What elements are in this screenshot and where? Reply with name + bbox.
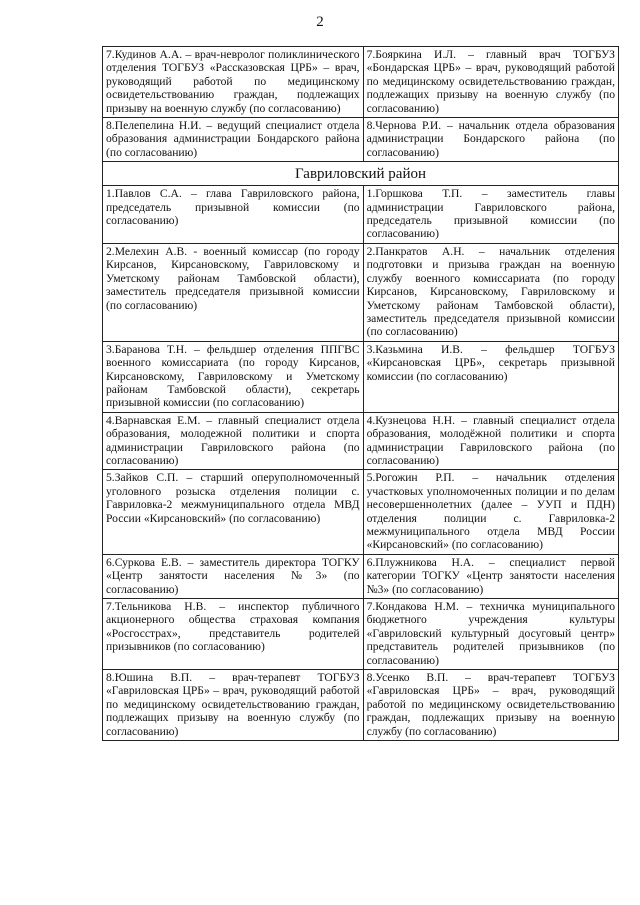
member-text: 8.Чернова Р.И. – начальник отдела образования администрации Бондарского района (по согласованию) — [366, 119, 615, 159]
commission-roster-table — [102, 46, 619, 741]
member-text: 4.Кузнецова Н.Н. – главный специалист отдела образования, молодёжной политики и спорта администрации Гавриловского района (по согласованию) — [366, 413, 615, 467]
member-cell-reserve — [363, 47, 618, 118]
member-text: 5.Рогожин Р.П. – начальник отделения участковых уполномоченных полиции и по делам несовершеннолетних (далее – УУП и ПДН) отделения полиции с. Гавриловка-2 межмуниципального отдела МВД России «Кирсановский» (по согласованию) — [366, 471, 615, 552]
member-cell-reserve — [363, 341, 618, 412]
member-cell-main — [103, 599, 364, 670]
member-cell-reserve — [363, 670, 618, 741]
member-cell-reserve — [363, 243, 618, 341]
table-row — [103, 47, 619, 118]
section-title: Гавриловский район — [103, 162, 619, 186]
table-row — [103, 243, 619, 341]
member-cell-main — [103, 670, 364, 741]
member-cell-reserve — [363, 470, 618, 554]
member-cell-main — [103, 186, 364, 244]
page-number: 2 — [316, 14, 324, 30]
table-row — [103, 554, 619, 598]
member-text: 7.Тельникова Н.В. – инспектор публичного акционерного общества страховая компания «Росгосстрах», представитель родителей призывников (по согласованию) — [106, 600, 360, 654]
table-row — [103, 186, 619, 244]
member-text: 5.Зайков С.П. – старший оперуполномоченный уголовного розыска отделения полиции с. Гавриловка-2 межмуниципального отдела МВД России «Кирсановский» (по согласованию) — [106, 471, 360, 525]
table-row — [103, 599, 619, 670]
member-text: 6.Плужникова Н.А. – специалист первой категории ТОГКУ «Центр занятости населения №3» (по согласованию) — [366, 555, 615, 596]
member-cell-reserve — [363, 554, 618, 598]
member-cell-main — [103, 243, 364, 341]
member-text: 1.Горшкова Т.П. – заместитель главы администрации Гавриловского района, председатель призывной комиссии (по согласованию) — [366, 187, 615, 241]
member-text: 3.Казьмина И.В. – фельдшер ТОГБУЗ «Кирсановская ЦРБ», секретарь призывной комиссии (по согласованию) — [366, 342, 615, 383]
table-row — [103, 670, 619, 741]
member-cell-main — [103, 554, 364, 598]
table-row — [103, 470, 619, 554]
member-cell-main — [103, 341, 364, 412]
table-row — [103, 118, 619, 162]
member-text: 3.Баранова Т.Н. – фельдшер отделения ППГВС военного комиссариата (по городу Кирсанов, Кирсановскому, Гавриловскому и Уметскому районам Тамбовской области), секретарь призывной комиссии (по согласованию) — [106, 342, 360, 410]
member-cell-main — [103, 470, 364, 554]
member-text: 1.Павлов С.А. – глава Гавриловского района, председатель призывной комиссии (по согласованию) — [106, 187, 360, 228]
member-text: 2.Панкратов А.Н. – начальник отделения подготовки и призыва граждан на военную службу военного комиссариата (по городу Кирсанов, Кирсановскому, Гавриловскому и Уметскому районам Тамбовской области), заместитель председателя призывной комиссии (по согласованию) — [366, 244, 615, 339]
member-cell-reserve — [363, 599, 618, 670]
member-cell-reserve — [363, 118, 618, 162]
member-cell-reserve — [363, 412, 618, 470]
table-row — [103, 412, 619, 470]
member-cell-main — [103, 118, 364, 162]
member-cell-main — [103, 47, 364, 118]
member-text: 7.Кондакова Н.М. – техничка муниципального бюджетного учреждения культуры «Гавриловский культурный досуговый центр» представитель родителей призывников (по согласованию) — [366, 600, 615, 667]
member-cell-main — [103, 412, 364, 470]
member-text: 8.Пелепелина Н.И. – ведущий специалист отдела образования администрации Бондарского района (по согласованию) — [106, 119, 360, 159]
section-header-row — [103, 162, 619, 186]
member-text: 6.Суркова Е.В. – заместитель директора ТОГКУ «Центр занятости населения №3» (по согласованию) — [106, 555, 360, 596]
member-text: 7.Кудинов А.А. – врач-невролог поликлинического отделения ТОГБУЗ «Рассказовская ЦРБ» – врач, руководящий работой по медицинскому освидетельствованию граждан, подлежащих призыву на военную службу (по согласованию) — [106, 48, 360, 115]
member-text: 2.Мелехин А.В. - военный комиссар (по городу Кирсанов, Кирсановскому, Гавриловскому и Уметскому районам Тамбовской области), заместитель председателя призывной комиссии (по согласованию) — [106, 244, 360, 312]
member-text: 8.Усенко В.П. – врач-терапевт ТОГБУЗ «Гавриловская ЦРБ» – врач, руководящий работой по медицинскому освидетельствованию граждан, подлежащих призыву на военную службу (по согласованию) — [366, 671, 615, 738]
member-cell-reserve — [363, 186, 618, 244]
table-row — [103, 341, 619, 412]
member-text: 8.Юшина В.П. – врач-терапевт ТОГБУЗ «Гавриловская ЦРБ» – врач, руководящий работой по медицинскому освидетельствованию граждан, подлежащих призыву на военную службу (по согласованию) — [106, 671, 360, 738]
member-text: 7.Бояркина И.Л. – главный врач ТОГБУЗ «Бондарская ЦРБ» – врач, руководящий работой по медицинскому освидетельствованию граждан, подлежащих призыву на военную службу (по согласованию) — [366, 48, 615, 115]
member-text: 4.Варнавская Е.М. – главный специалист отдела образования, молодежной политики и спорта администрации Гавриловского района (по согласованию) — [106, 413, 360, 467]
